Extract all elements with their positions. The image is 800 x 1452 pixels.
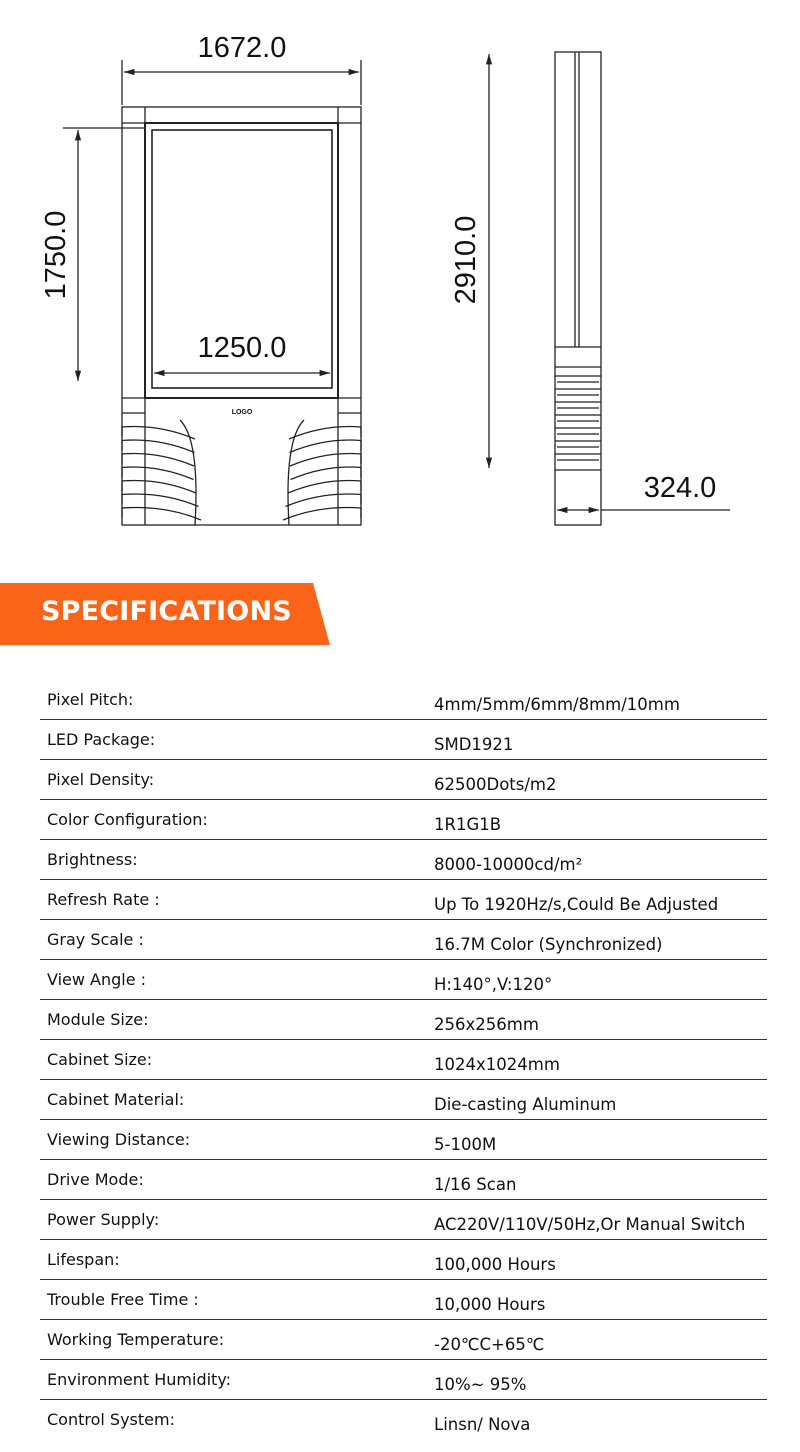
- spec-row: [40, 880, 767, 920]
- spec-value: 256x256mm: [434, 1015, 539, 1034]
- spec-row: [40, 1080, 767, 1120]
- section-title: SPECIFICATIONS: [41, 596, 292, 627]
- spec-label: Lifespan:: [47, 1250, 120, 1269]
- spec-row: [40, 1200, 767, 1240]
- spec-label: Color Configuration:: [47, 810, 208, 829]
- spec-label: View Angle :: [47, 970, 147, 989]
- side-view: [555, 52, 601, 525]
- spec-label: Working Temperature:: [47, 1330, 225, 1349]
- spec-row: [40, 1280, 767, 1320]
- spec-value: 5-100M: [434, 1135, 497, 1154]
- spec-value: AC220V/110V/50Hz,Or Manual Switch: [434, 1215, 746, 1234]
- spec-row: [40, 840, 767, 880]
- spec-label: Power Supply:: [47, 1210, 160, 1229]
- spec-label: Cabinet Material:: [47, 1090, 185, 1109]
- front-dimensions: [40, 32, 361, 381]
- spec-value: 1R1G1B: [434, 815, 502, 834]
- spec-value: 1024x1024mm: [434, 1055, 560, 1074]
- dimension-depth: 324.0: [643, 472, 717, 504]
- spec-value: 10%~ 95%: [434, 1375, 527, 1394]
- spec-label: Pixel Pitch:: [47, 690, 134, 709]
- fin-line: [555, 415, 601, 421]
- spec-value: 62500Dots/m2: [434, 775, 557, 794]
- spec-row: [40, 1000, 767, 1040]
- spec-value: 16.7M Color (Synchronized): [434, 935, 663, 954]
- spec-label: Pixel Density:: [47, 770, 155, 789]
- fin-line: [555, 402, 601, 408]
- specs-table: [40, 680, 767, 1440]
- spec-label: Refresh Rate :: [47, 890, 160, 909]
- spec-row: [40, 960, 767, 1000]
- spec-value: 4mm/5mm/6mm/8mm/10mm: [434, 695, 680, 714]
- spec-row: [40, 1040, 767, 1080]
- spec-row: [40, 760, 767, 800]
- fin-line: [122, 454, 194, 467]
- dimension-screen-width: 1250.0: [197, 332, 287, 364]
- fin-line: [288, 481, 361, 494]
- spec-value: 10,000 Hours: [434, 1295, 546, 1314]
- fin-line: [555, 376, 601, 382]
- spec-label: Brightness:: [47, 850, 138, 869]
- spec-row: [40, 1360, 767, 1400]
- fin-line: [122, 467, 194, 480]
- fin-line: [122, 481, 196, 494]
- spec-value: 8000-10000cd/m²: [434, 855, 583, 874]
- fin-line: [289, 427, 361, 440]
- spec-label: Trouble Free Time :: [47, 1290, 199, 1309]
- fin-line: [555, 428, 601, 434]
- spec-value: Linsn/ Nova: [434, 1415, 531, 1434]
- spec-label: Viewing Distance:: [47, 1130, 191, 1149]
- spec-label: LED Package:: [47, 730, 156, 749]
- spec-row: [40, 800, 767, 840]
- fin-line: [122, 508, 201, 521]
- spec-label: Module Size:: [47, 1010, 149, 1029]
- fin-line: [555, 389, 601, 395]
- spec-label: Environment Humidity:: [47, 1370, 232, 1389]
- spec-label: Cabinet Size:: [47, 1050, 153, 1069]
- spec-row: [40, 1120, 767, 1160]
- spec-value: Die-casting Aluminum: [434, 1095, 617, 1114]
- fin-line: [122, 427, 195, 440]
- front-view: [122, 107, 361, 525]
- spec-value: Up To 1920Hz/s,Could Be Adjusted: [434, 895, 719, 914]
- dimension-total-height: 2910.0: [450, 215, 482, 305]
- spec-value: -20℃C+65℃: [434, 1335, 545, 1354]
- dimension-height: 1750.0: [40, 210, 72, 300]
- spec-row: [40, 720, 767, 760]
- spec-value: H:140°,V:120°: [434, 975, 553, 994]
- fin-line: [122, 494, 199, 507]
- spec-row: [40, 1400, 767, 1440]
- fin-line: [555, 441, 601, 447]
- fin-line: [290, 454, 361, 467]
- spec-row: [40, 1160, 767, 1200]
- fin-line: [290, 440, 362, 453]
- spec-row: [40, 680, 767, 720]
- fin-line: [291, 467, 362, 480]
- fin-line: [283, 508, 361, 521]
- spec-label: Control System:: [47, 1410, 175, 1429]
- dimension-drawing: [0, 0, 800, 560]
- spec-value: SMD1921: [434, 735, 514, 754]
- fin-line: [286, 494, 362, 507]
- spec-row: [40, 1320, 767, 1360]
- logo-label: LOGO: [231, 409, 253, 416]
- dimension-width: 1672.0: [197, 32, 287, 64]
- spec-label: Gray Scale :: [47, 930, 144, 949]
- spec-label: Drive Mode:: [47, 1170, 144, 1189]
- spec-row: [40, 1240, 767, 1280]
- spec-row: [40, 920, 767, 960]
- fin-line: [122, 440, 195, 453]
- spec-value: 1/16 Scan: [434, 1175, 517, 1194]
- spec-value: 100,000 Hours: [434, 1255, 556, 1274]
- fin-line: [555, 454, 601, 460]
